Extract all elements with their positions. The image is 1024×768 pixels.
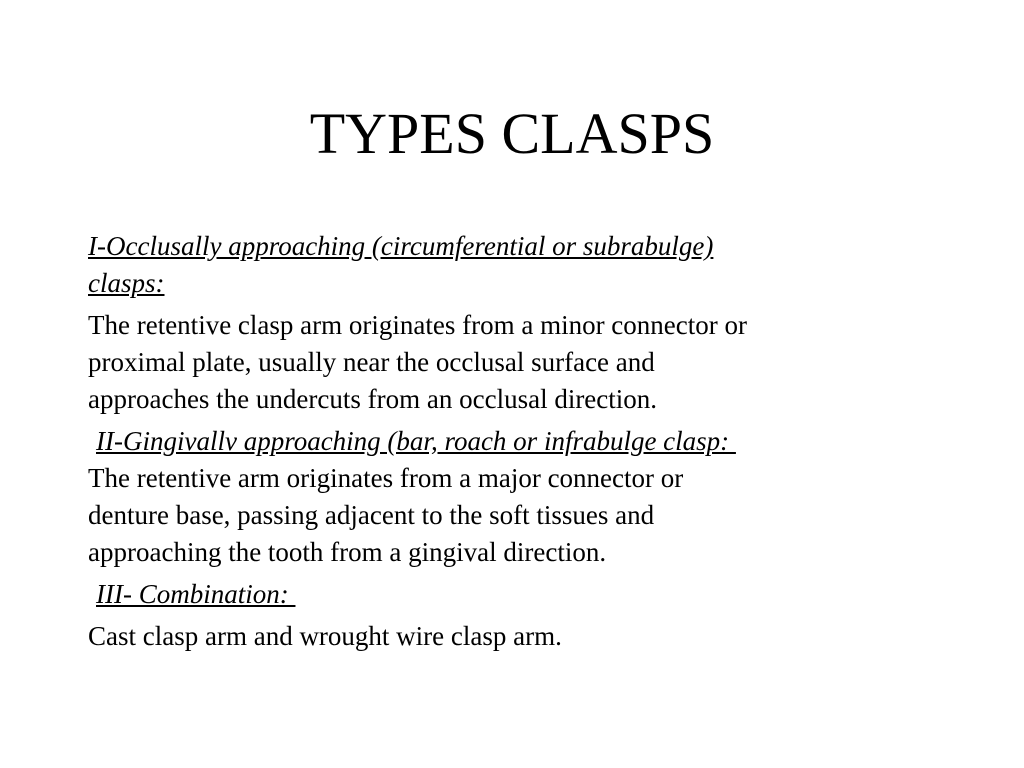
section-heading-line: I-Occlusally approaching (circumferential or subrabulge) — [88, 231, 714, 261]
slide-body — [88, 228, 948, 660]
section-occlusal-body — [88, 307, 948, 418]
section-combination-body — [88, 618, 948, 655]
section-combination-heading — [88, 576, 948, 613]
section-heading-row — [88, 576, 948, 613]
section-heading-line: clasps: — [88, 268, 165, 298]
section-heading: III- Combination: — [96, 579, 296, 609]
slide-title: TYPES CLASPS — [309, 101, 715, 166]
body-line: approaching the tooth from a gingival direction. — [88, 537, 607, 567]
section-occlusal-heading — [88, 228, 948, 302]
body-line: The retentive arm originates from a major connector or — [88, 463, 684, 493]
body-line: The retentive clasp arm originates from a minor connector or — [88, 310, 747, 340]
section-heading: II-Gingivallv approaching (bar, roach or infrabulge clasp: — [96, 426, 736, 456]
section-gingival — [88, 423, 948, 571]
body-line: denture base, passing adjacent to the soft tissues and — [88, 500, 655, 530]
body-line: approaches the undercuts from an occlusal direction. — [88, 384, 658, 414]
body-line: proximal plate, usually near the occlusal surface and — [88, 347, 655, 377]
section-heading-row — [88, 423, 948, 460]
body-line: Cast clasp arm and wrought wire clasp arm. — [88, 621, 562, 651]
